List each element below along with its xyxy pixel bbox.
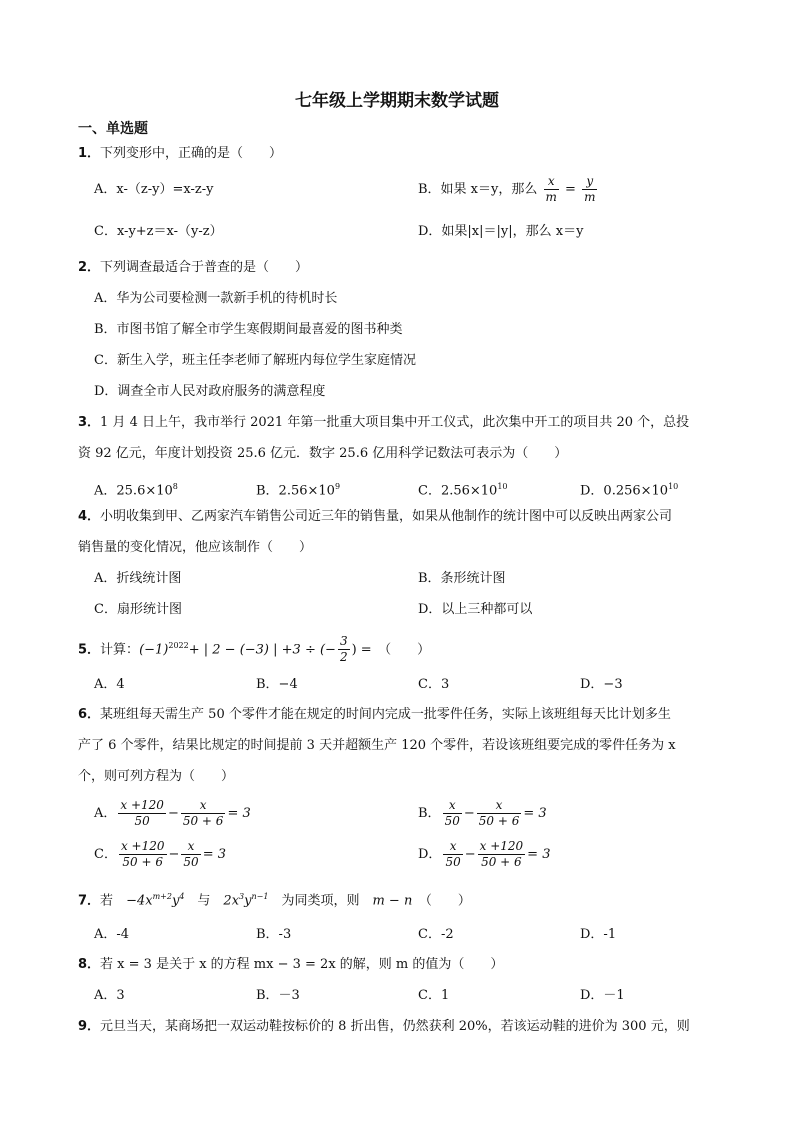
question-1 xyxy=(78,145,282,163)
q7-option-d: D．-1 xyxy=(580,927,617,942)
q6-option-c: C． $\frac{x +120}{50 + 6}$ − $\frac{x}{50}$ = 3 xyxy=(94,839,226,869)
section-heading: 一、单选题 xyxy=(78,121,148,137)
fraction: $\frac{3}{2}$ xyxy=(339,634,348,665)
question-6-cont2: 个，则可列方程为（ ） xyxy=(78,769,235,784)
question-number: 9． xyxy=(78,1019,101,1034)
q7-option-b: B．-3 xyxy=(256,927,292,942)
q8-option-c: C．1 xyxy=(418,988,450,1003)
question-stem: 1 月 4 日上午，我市举行 2021 年第一批重大项目集中开工仪式，此次集中开工的项目共 20 个，总投 xyxy=(100,415,690,430)
q5-option-d: D．−3 xyxy=(580,677,623,692)
q4-option-b: B．条形统计图 xyxy=(418,571,506,586)
q1-option-d: D．如果|x|＝|y|，那么 x＝y xyxy=(418,224,584,239)
q3-option-c: C．$2.56\times 10^{10}$ xyxy=(418,482,508,499)
question-stem: 元旦当天，某商场把一双运动鞋按标价的 8 折出售，仍然获利 20%，若该运动鞋的进价为 300 元，则 xyxy=(100,1019,690,1034)
question-stem: 若 x = 3 是关于 x 的方程 mx − 3 = 2x 的解，则 m 的值为（ ） xyxy=(100,957,504,972)
page-title: 七年级上学期期末数学试题 xyxy=(295,91,499,111)
q8-option-d: D．－1 xyxy=(580,988,625,1003)
question-stem: 下列调查最适合于普查的是（ ） xyxy=(100,260,309,275)
fraction: $\frac{x}{m}$ xyxy=(545,174,557,204)
question-stem: 下列变形中，正确的是（ ） xyxy=(100,146,283,161)
q3-option-d: D．$0.256\times 10^{10}$ xyxy=(580,482,679,499)
q2-option-a: A．华为公司要检测一款新手机的待机时长 xyxy=(94,291,338,306)
question-number: 2． xyxy=(78,260,101,275)
q8-option-a: A．3 xyxy=(94,988,125,1003)
fraction: $\frac{y}{m}$ xyxy=(584,174,596,204)
q5-option-a: A．4 xyxy=(94,677,125,692)
q1-option-b: B．如果 x＝y，那么 $\frac{x}{m}$ = $\frac{y}{m}$ xyxy=(418,174,596,204)
q5-option-c: C．3 xyxy=(418,677,450,692)
q3-option-a: A．$25.6\times 10^8$ xyxy=(94,482,178,499)
question-stem: 小明收集到甲、乙两家汽车销售公司近三年的销售量，如果从他制作的统计图中可以反映出两家公司 xyxy=(100,509,673,524)
q4-option-c: C．扇形统计图 xyxy=(94,602,182,617)
q7-option-c: C．-2 xyxy=(418,927,454,942)
question-5: 5．计算：$(-1)^{2022}+$ | 2 − (−3) | +3 ÷ (− $\frac{3}{2}$ ) = （ ） xyxy=(78,634,431,665)
question-9 xyxy=(78,1018,690,1036)
question-6-cont: 产了 6 个零件，结果比规定的时间提前 3 天并超额生产 120 个零件，若设该班组要完成的零件任务为 x xyxy=(78,738,676,753)
q5-option-b: B．−4 xyxy=(256,677,298,692)
question-number: 3． xyxy=(78,415,101,430)
question-number: 8． xyxy=(78,957,101,972)
question-stem: 某班组每天需生产 50 个零件才能在规定的时间内完成一批零件任务，实际上该班组每天比计划多生 xyxy=(100,707,671,722)
q4-option-d: D．以上三种都可以 xyxy=(418,602,533,617)
q3-option-b: B．$2.56\times 10^9$ xyxy=(256,482,341,499)
question-number: 5． xyxy=(78,642,101,658)
q1-option-a: A．x-（z-y）=x-z-y xyxy=(94,182,214,197)
q6-option-d: D． $\frac{x}{50}$ − $\frac{x +120}{50 + 6}$ = 3 xyxy=(418,839,551,869)
question-number: 1． xyxy=(78,146,101,161)
question-3 xyxy=(78,414,689,432)
q8-option-b: B．－3 xyxy=(256,988,300,1003)
option-text: B．如果 x＝y，那么 xyxy=(418,182,538,197)
q4-option-a: A．折线统计图 xyxy=(94,571,182,586)
question-8 xyxy=(78,956,503,974)
question-7: 7．若 $-4x^{m+2}y^4$ 与 $2x^3y^{n-1}$ 为同类项，则 m − n （ ） xyxy=(78,892,471,909)
question-6 xyxy=(78,706,671,724)
q7-option-a: A．-4 xyxy=(94,927,130,942)
q2-option-b: B．市图书馆了解全市学生寒假期间最喜爱的图书种类 xyxy=(94,322,403,337)
question-3-cont: 资 92 亿元，年度计划投资 25.6 亿元．数字 25.6 亿用科学记数法可表示为（ ） xyxy=(78,446,568,461)
question-2 xyxy=(78,259,308,277)
q1-option-c: C．x-y+z＝x-（y-z） xyxy=(94,224,223,239)
question-number: 7． xyxy=(78,893,101,909)
question-4-cont: 销售量的变化情况，他应该制作（ ） xyxy=(78,540,313,555)
q6-option-a: A． $\frac{x +120}{50}$ − $\frac{x}{50 + 6}$ = 3 xyxy=(94,798,251,828)
question-number: 6． xyxy=(78,707,101,722)
question-number: 4． xyxy=(78,509,101,524)
q2-option-c: C．新生入学，班主任李老师了解班内每位学生家庭情况 xyxy=(94,353,416,368)
q6-option-b: B． $\frac{x}{50}$ − $\frac{x}{50 + 6}$ = 3 xyxy=(418,798,547,828)
q2-option-d: D．调查全市人民对政府服务的满意程度 xyxy=(94,384,326,399)
question-4 xyxy=(78,508,672,526)
